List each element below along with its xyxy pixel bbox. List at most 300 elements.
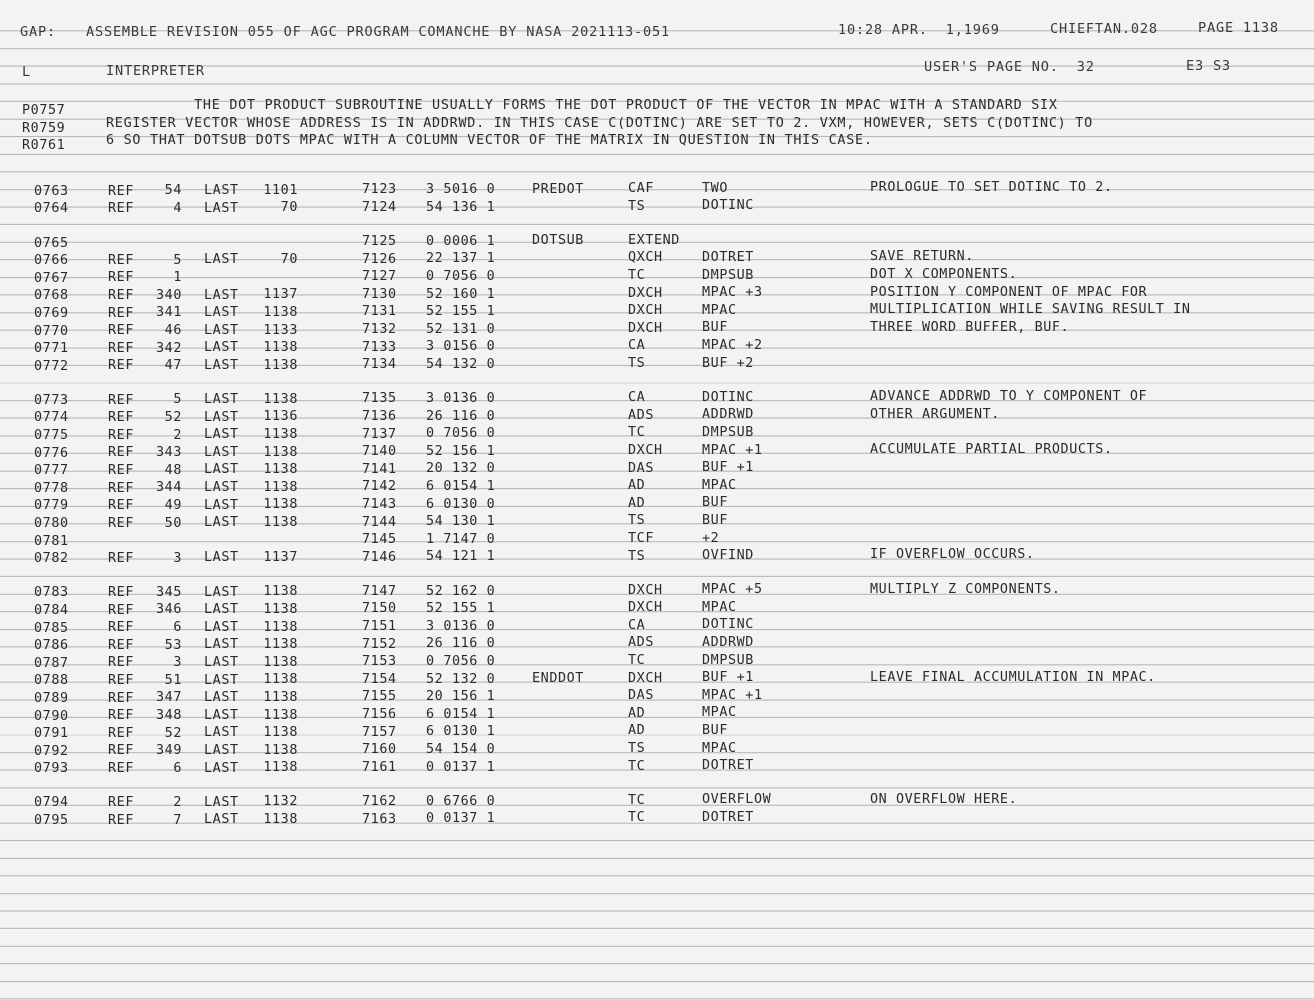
operand: MPAC	[702, 477, 737, 493]
comment-line-text: REGISTER VECTOR WHOSE ADDRESS IS IN ADDRWD. IN THIS CASE C(DOTINC) ARE SET TO 2. VXM, HOWEVER, SETS C(DOTINC) TO	[106, 116, 1093, 131]
ref-keyword: REF	[108, 637, 134, 653]
last-keyword: LAST	[204, 550, 239, 566]
line-number: 0764	[34, 201, 69, 217]
ref-number: 344	[156, 480, 182, 496]
last-keyword: LAST	[204, 392, 239, 408]
comment: OTHER ARGUMENT.	[870, 406, 1000, 422]
ref-number: 347	[156, 690, 182, 706]
last-page: 1138	[263, 479, 298, 495]
line-number: 0783	[34, 585, 69, 601]
opcode: TS	[628, 741, 646, 757]
octal-code: 52 131 0	[426, 321, 496, 337]
operand: DMPSUB	[702, 267, 754, 283]
opcode: AD	[628, 478, 646, 494]
ref-number: 2	[173, 794, 182, 810]
octal-code: 52 160 1	[426, 286, 496, 302]
ref-number: 4	[173, 200, 182, 216]
subheader-l: L	[22, 64, 31, 80]
ref-number: 52	[164, 725, 182, 741]
last-page: 1138	[263, 497, 298, 513]
line-number: 0782	[34, 551, 69, 567]
line-number: 0784	[34, 602, 69, 618]
header-title: ASSEMBLE REVISION 055 OF AGC PROGRAM COMANCHE BY NASA 2021113-051	[86, 24, 670, 40]
comment: DOT X COMPONENTS.	[870, 266, 1018, 282]
ref-number: 50	[164, 515, 182, 531]
label: ENDDOT	[532, 671, 584, 687]
octal-code: 0 7056 0	[426, 268, 496, 284]
octal-code: 3 0156 0	[426, 339, 496, 355]
address: 7155	[362, 689, 397, 705]
header-page: PAGE 1138	[1198, 20, 1279, 36]
opcode: TC	[628, 810, 646, 826]
comment: MULTIPLICATION WHILE SAVING RESULT IN	[870, 302, 1191, 318]
comment: IF OVERFLOW OCCURS.	[870, 547, 1035, 563]
last-page: 1138	[263, 444, 298, 460]
address: 7127	[362, 269, 397, 285]
ref-keyword: REF	[108, 392, 134, 408]
comment-line-text: 6 SO THAT DOTSUB DOTS MPAC WITH A COLUMN VECTOR OF THE MATRIX IN QUESTION IN THIS CASE.	[106, 133, 873, 148]
opcode: DXCH	[628, 442, 663, 458]
header-gap: GAP:	[20, 24, 56, 40]
ref-number: 6	[173, 620, 182, 636]
last-keyword: LAST	[204, 742, 239, 758]
opcode: DAS	[628, 688, 654, 704]
operand: DOTRET	[702, 758, 754, 774]
opcode: AD	[628, 723, 646, 739]
line-number: 0763	[34, 183, 69, 199]
ref-keyword: REF	[108, 673, 134, 688]
ref-keyword: REF	[108, 305, 134, 321]
last-keyword: LAST	[204, 602, 239, 618]
ref-keyword: REF	[108, 183, 134, 199]
opcode: TC	[628, 792, 646, 808]
comment-line-id: P0757	[22, 103, 66, 118]
last-keyword: LAST	[204, 427, 239, 443]
ref-number: 342	[156, 340, 182, 356]
octal-code: 6 0130 1	[426, 724, 496, 740]
ref-number: 49	[164, 497, 182, 513]
last-page: 1138	[263, 601, 298, 617]
opcode: DXCH	[628, 320, 663, 336]
line-number: 0767	[34, 270, 69, 286]
line-number: 0774	[34, 410, 69, 426]
octal-code: 0 0137 1	[426, 759, 496, 775]
opcode: TS	[628, 356, 646, 372]
operand: MPAC +1	[702, 442, 763, 458]
octal-code: 0 6766 0	[426, 793, 496, 809]
line-number: 0785	[34, 620, 69, 636]
opcode: AD	[628, 705, 646, 721]
last-page: 1138	[263, 340, 298, 356]
operand: +2	[702, 530, 720, 546]
line-number: 0771	[34, 341, 69, 357]
ref-keyword: REF	[108, 655, 134, 671]
line-number: 0776	[34, 445, 69, 461]
last-page: 70	[280, 252, 298, 268]
octal-code: 54 130 1	[426, 514, 496, 530]
opcode: EXTEND	[628, 232, 680, 248]
line-number: 0786	[34, 638, 69, 654]
comment: LEAVE FINAL ACCUMULATION IN MPAC.	[870, 669, 1156, 685]
last-page: 1138	[263, 584, 298, 600]
address: 7134	[362, 357, 397, 373]
ref-keyword: REF	[108, 690, 134, 706]
opcode: CA	[628, 390, 646, 406]
ref-keyword: REF	[108, 498, 134, 514]
line-number: 0792	[34, 743, 69, 759]
address: 7147	[362, 583, 397, 599]
line-number: 0765	[34, 235, 69, 251]
line-number: 0787	[34, 655, 69, 671]
user-page-number: USER'S PAGE NO. 32	[924, 59, 1095, 75]
address: 7132	[362, 322, 397, 338]
comment: PROLOGUE TO SET DOTINC TO 2.	[870, 180, 1113, 196]
last-page: 1101	[263, 182, 298, 198]
operand: OVFIND	[702, 548, 754, 564]
octal-code: 20 132 0	[426, 461, 496, 477]
ref-keyword: REF	[108, 725, 134, 741]
octal-code: 52 156 1	[426, 443, 496, 459]
last-keyword: LAST	[204, 340, 239, 356]
ref-keyword: REF	[108, 812, 134, 828]
last-page: 1138	[263, 637, 298, 653]
ref-number: 7	[173, 812, 182, 828]
comment: MULTIPLY Z COMPONENTS.	[870, 581, 1061, 597]
last-keyword: LAST	[204, 725, 239, 741]
last-page: 1132	[263, 794, 298, 810]
octal-code: 26 116 0	[426, 636, 496, 652]
opcode: CA	[628, 617, 646, 633]
ref-keyword: REF	[108, 602, 134, 618]
operand: ADDRWD	[702, 635, 754, 651]
last-page: 1138	[263, 742, 298, 758]
ref-keyword: REF	[108, 515, 134, 531]
address: 7130	[362, 286, 397, 302]
operand: MPAC	[702, 705, 737, 721]
last-page: 1138	[263, 304, 298, 320]
ref-number: 349	[156, 743, 182, 759]
ref-number: 52	[164, 409, 182, 425]
operand: DMPSUB	[702, 652, 754, 668]
opcode: DXCH	[628, 600, 663, 616]
ref-keyword: REF	[108, 323, 134, 339]
ref-number: 343	[156, 445, 182, 461]
address: 7162	[362, 793, 397, 809]
opcode: CA	[628, 338, 646, 354]
operand: MPAC	[702, 599, 737, 615]
octal-code: 6 0154 1	[426, 706, 496, 722]
comment-line-text: THE DOT PRODUCT SUBROUTINE USUALLY FORMS THE DOT PRODUCT OF THE VECTOR IN MPAC WITH A STANDARD SIX	[106, 98, 1058, 113]
last-keyword: LAST	[204, 654, 239, 670]
address: 7135	[362, 391, 397, 407]
last-page: 1138	[263, 812, 298, 828]
operand: MPAC	[702, 740, 737, 756]
operand: BUF	[702, 495, 728, 511]
address: 7161	[362, 759, 397, 775]
opcode: TC	[628, 653, 646, 669]
last-keyword: LAST	[204, 690, 239, 706]
last-keyword: LAST	[204, 812, 239, 828]
opcode: DXCH	[628, 670, 663, 686]
address: 7151	[362, 619, 397, 635]
comment: ACCUMULATE PARTIAL PRODUCTS.	[870, 441, 1113, 457]
ref-keyword: REF	[108, 427, 134, 443]
ref-keyword: REF	[108, 743, 134, 759]
ref-keyword: REF	[108, 410, 134, 426]
ref-number: 346	[156, 602, 182, 618]
line-number: 0772	[34, 358, 69, 374]
opcode: DXCH	[628, 303, 663, 319]
octal-code: 52 155 1	[426, 304, 496, 320]
last-keyword: LAST	[204, 637, 239, 653]
ref-number: 3	[173, 550, 182, 566]
last-page: 1138	[263, 391, 298, 407]
ref-keyword: REF	[108, 340, 134, 356]
octal-code: 54 132 0	[426, 356, 496, 372]
address: 7156	[362, 707, 397, 723]
address: 7142	[362, 479, 397, 495]
ref-number: 5	[173, 392, 182, 408]
line-number: 0788	[34, 673, 69, 689]
operand: BUF +2	[702, 355, 754, 371]
operand: MPAC	[702, 302, 737, 318]
header-time: 10:28 APR. 1,1969	[838, 22, 1000, 38]
octal-code: 54 136 1	[426, 199, 496, 215]
last-page: 1138	[263, 427, 298, 443]
opcode: TC	[628, 425, 646, 441]
address: 7154	[362, 671, 397, 687]
ref-number: 48	[164, 462, 182, 478]
line-number: 0780	[34, 516, 69, 532]
operand: DOTRET	[702, 809, 754, 825]
last-page: 1138	[263, 462, 298, 478]
address: 7124	[362, 199, 397, 215]
comment-line-id: R0761	[22, 138, 66, 153]
header-file: CHIEFTAN.028	[1050, 21, 1158, 37]
last-page: 1138	[263, 357, 298, 373]
octal-code: 22 137 1	[426, 251, 496, 267]
address: 7143	[362, 496, 397, 512]
ref-keyword: REF	[108, 480, 134, 496]
octal-code: 20 156 1	[426, 689, 496, 705]
line-number: 0790	[34, 708, 69, 724]
opcode: AD	[628, 495, 646, 511]
operand: DOTRET	[702, 250, 754, 266]
ref-number: 340	[156, 287, 182, 303]
last-page: 1138	[263, 654, 298, 670]
octal-code: 6 0130 0	[426, 496, 496, 512]
address: 7146	[362, 549, 397, 565]
address: 7157	[362, 724, 397, 740]
last-keyword: LAST	[204, 794, 239, 810]
octal-code: 26 116 0	[426, 408, 496, 424]
opcode: DXCH	[628, 285, 663, 301]
line-number: 0770	[34, 323, 69, 339]
ref-number: 345	[156, 584, 182, 600]
last-keyword: LAST	[204, 322, 239, 338]
opcode: TC	[628, 758, 646, 774]
operand: BUF	[702, 723, 728, 739]
last-page: 1137	[263, 287, 298, 303]
octal-code: 52 155 1	[426, 601, 496, 617]
last-keyword: LAST	[204, 183, 239, 199]
last-page: 1136	[263, 409, 298, 425]
ref-number: 51	[164, 672, 182, 688]
line-number: 0778	[34, 480, 69, 496]
octal-code: 3 5016 0	[426, 182, 496, 198]
ref-keyword: REF	[108, 445, 134, 461]
ref-keyword: REF	[108, 795, 134, 811]
comment: THREE WORD BUFFER, BUF.	[870, 319, 1070, 335]
operand: MPAC +5	[702, 582, 763, 598]
last-page: 1138	[263, 619, 298, 635]
section-title: INTERPRETER	[106, 63, 205, 79]
address: 7131	[362, 304, 397, 320]
operand: MPAC +1	[702, 687, 763, 703]
e3s3: E3 S3	[1186, 58, 1231, 74]
ref-number: 2	[173, 427, 182, 443]
ref-keyword: REF	[108, 270, 134, 286]
last-keyword: LAST	[204, 760, 239, 776]
address: 7144	[362, 514, 397, 530]
address: 7126	[362, 251, 397, 267]
address: 7136	[362, 408, 397, 424]
comment: ON OVERFLOW HERE.	[870, 791, 1018, 807]
last-keyword: LAST	[204, 672, 239, 688]
opcode: TS	[628, 198, 646, 214]
line-number: 0779	[34, 498, 69, 514]
address: 7145	[362, 532, 397, 548]
ref-number: 1	[173, 270, 182, 286]
address: 7141	[362, 461, 397, 477]
line-number: 0769	[34, 305, 69, 321]
comment: POSITION Y COMPONENT OF MPAC FOR	[870, 284, 1148, 300]
last-page: 1138	[263, 515, 298, 531]
ref-keyword: REF	[108, 288, 134, 303]
line-number: 0793	[34, 761, 69, 777]
address: 7153	[362, 654, 397, 670]
address: 7163	[362, 811, 397, 827]
opcode: TCF	[628, 530, 654, 546]
last-page: 1138	[263, 672, 298, 688]
label: DOTSUB	[532, 233, 584, 249]
line-number: 0781	[34, 533, 69, 549]
line-number: 0789	[34, 690, 69, 706]
comment: SAVE RETURN.	[870, 249, 974, 265]
octal-code: 52 132 0	[426, 671, 496, 687]
line-number: 0794	[34, 795, 69, 811]
operand: DOTINC	[702, 617, 754, 633]
line-number: 0791	[34, 726, 69, 742]
last-keyword: LAST	[204, 707, 239, 723]
address: 7133	[362, 339, 397, 355]
ref-keyword: REF	[108, 708, 134, 724]
last-keyword: LAST	[204, 252, 239, 268]
opcode: QXCH	[628, 250, 663, 266]
operand: OVERFLOW	[702, 792, 772, 808]
opcode: TS	[628, 513, 646, 529]
last-page: 1138	[263, 689, 298, 705]
ref-keyword: REF	[108, 620, 134, 636]
line-number: 0768	[34, 288, 69, 304]
ref-keyword: REF	[108, 252, 134, 268]
last-keyword: LAST	[204, 462, 239, 478]
operand: BUF +1	[702, 670, 754, 686]
octal-code: 54 154 0	[426, 741, 496, 757]
address: 7137	[362, 426, 397, 442]
last-page: 1137	[263, 550, 298, 566]
last-page: 1138	[263, 760, 298, 776]
last-page: 1138	[263, 725, 298, 741]
last-keyword: LAST	[204, 200, 239, 216]
address: 7160	[362, 742, 397, 758]
ref-number: 46	[164, 323, 182, 339]
line-number: 0766	[34, 253, 69, 269]
label: PREDOT	[532, 181, 584, 197]
last-page: 1133	[263, 322, 298, 338]
line-number: 0775	[34, 428, 69, 444]
last-page: 70	[280, 200, 298, 216]
opcode: DAS	[628, 460, 654, 476]
ref-number: 5	[173, 252, 182, 268]
operand: MPAC +2	[702, 338, 763, 354]
address: 7123	[362, 182, 397, 198]
opcode: ADS	[628, 635, 654, 651]
ref-number: 6	[173, 760, 182, 776]
ref-keyword: REF	[108, 550, 134, 566]
octal-code: 3 0136 0	[426, 618, 496, 634]
opcode: TS	[628, 548, 646, 564]
line-number: 0777	[34, 463, 69, 479]
ref-keyword: REF	[108, 358, 134, 374]
ref-keyword: REF	[108, 201, 134, 217]
operand: DOTINC	[702, 198, 754, 214]
address: 7125	[362, 234, 397, 250]
octal-code: 52 162 0	[426, 583, 496, 599]
last-keyword: LAST	[204, 515, 239, 531]
opcode: TC	[628, 268, 646, 284]
ref-keyword: REF	[108, 585, 134, 600]
address: 7152	[362, 636, 397, 652]
operand: BUF	[702, 320, 728, 336]
opcode: ADS	[628, 407, 654, 423]
last-keyword: LAST	[204, 619, 239, 635]
operand: TWO	[702, 180, 728, 196]
ref-number: 341	[156, 305, 182, 321]
address: 7150	[362, 601, 397, 617]
last-keyword: LAST	[204, 497, 239, 513]
last-keyword: LAST	[204, 287, 239, 303]
ref-keyword: REF	[108, 462, 134, 478]
octal-code: 3 0136 0	[426, 391, 496, 407]
opcode: DXCH	[628, 582, 663, 598]
octal-code: 1 7147 0	[426, 531, 496, 547]
opcode: CAF	[628, 181, 654, 197]
comment: ADVANCE ADDRWD TO Y COMPONENT OF	[870, 389, 1148, 405]
line-number: 0795	[34, 813, 69, 829]
ref-number: 54	[164, 183, 182, 199]
last-keyword: LAST	[204, 444, 239, 460]
operand: DMPSUB	[702, 424, 754, 440]
operand: DOTINC	[702, 389, 754, 405]
octal-code: 6 0154 1	[426, 479, 496, 495]
ref-number: 53	[164, 637, 182, 653]
ref-number: 3	[173, 655, 182, 671]
operand: BUF	[702, 512, 728, 528]
octal-code: 0 7056 0	[426, 653, 496, 669]
line-number: 0773	[34, 392, 69, 408]
operand: BUF +1	[702, 460, 754, 476]
